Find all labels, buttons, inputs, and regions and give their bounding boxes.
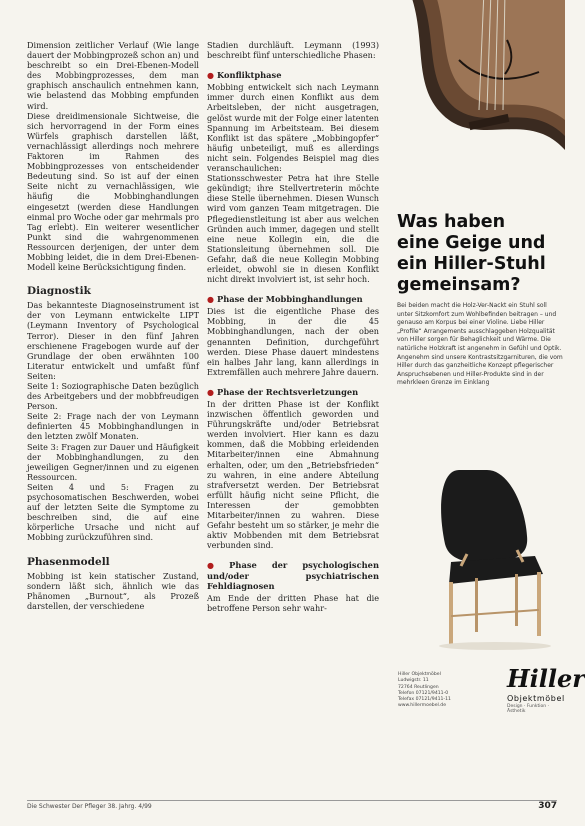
address-line: Telefon 07121/9411-0	[398, 690, 449, 696]
chair-image	[431, 466, 561, 651]
violin-image	[389, 0, 565, 200]
hiller-logo	[507, 664, 585, 714]
ad-address	[398, 672, 478, 710]
footer-source: Die Schwester Der Pfleger 38. Jahrg. 4/99	[27, 803, 152, 810]
chair-illustration	[431, 466, 561, 651]
brand-name: Hiller	[507, 664, 585, 693]
page-footer	[27, 803, 557, 810]
paragraph: Seiten 4 und 5: Fragen zu psychosomatischen Beschwerden, wobei auf der letzten Seite die Symptome zu beschreiben sind, die auf eine körperliche Ursache und nicht auf Mobbing zurückzuführen sind.	[27, 481, 199, 543]
text-column-middle	[207, 40, 379, 613]
text-column-left	[27, 40, 199, 611]
red-dot-bullet-icon: ●	[207, 294, 214, 305]
address-line: Hiller Objektmöbel	[398, 672, 441, 677]
heading-phasenmodell: Phasenmodell	[27, 555, 110, 568]
paragraph: Seite 2: Frage nach der von Leymann definierten 45 Mobbinghandlungen in den letzten zwölf Monaten.	[27, 411, 199, 442]
paragraph: Stationsschwester Petra hat ihre Stelle gekündigt; ihre Stellvertreterin möchte diese Stelle übernehmen. Diesen Wunsch wird vom ganzen Team mitgetragen. Die Pflegedienstleitung ist aber aus welchen Gründen auch immer, dagegen und stellt eine neue Kollegin ein, die die Stationsleitung übernehmen soll. Die Gefahr, daß die neue Kollegin Mobbing erleidet, obwohl sie in diesen Konflikt nicht direkt involviert ist, ist sehr hoch.	[207, 173, 379, 285]
ad-body-text: Bei beiden macht die Holz-Ver-Nackt ein Stuhl soll unter Sitzkomfort zum Wohlbefinden beitragen – und genauso am Korpus bei einer Violine. Liebe Hiller „Profile“ Arrangements ausschlaggeben Holzqualität von Hiller sorgen für Behaglichkeit und Wärme. Die natürliche Holzkraft ist angenehm in Gefühl und Optik. Angenehm sind unsere Kontrastsitzgarnituren, die vom Hiller durch das ganzheitliche Konzept pflegerischer Anspruchsebenen und Hiller-Produkte sind in der mehrkleen Grenze im Einklang	[397, 302, 563, 387]
paragraph: Stadien durchläuft. Leymann (1993) beschreibt fünf unterschiedliche Phasen:	[207, 40, 379, 61]
paragraph: Seite 1: Soziographische Daten bezüglich des Arbeitgebers und der mobbfreudigen Person.	[27, 381, 199, 412]
headline-line: Was haben	[397, 212, 506, 232]
paragraph: Dimension zeitlicher Verlauf (Wie lange dauert der Mobbingprozeß schon an) und beschreibt so ein Drei-Ebenen-Modell des Mobbingprozesses, dem man graphisch anschaulich entnehmen kann, wie belastend das Mobbing empfunden wird.	[27, 40, 199, 111]
brand-tagline: Design · Funktion · Ästhetik	[507, 704, 549, 714]
headline-line: eine Geige und	[397, 233, 546, 253]
brand-subtitle: Objektmöbel	[507, 694, 565, 703]
footer-rule	[27, 800, 557, 801]
paragraph: Dies ist die eigentliche Phase des Mobbing, in der die 45 Mobbinghandlungen, nach der oben genannten Definition, durchgeführt werden. Diese Phase dauert mindestens ein halbes Jahr lang, kann allerdings in Extremfällen auch mehrere Jahre dauern.	[207, 306, 379, 377]
heading-diagnostik: Diagnostik	[27, 285, 91, 298]
address-line: Telefax 07121/9411-11	[398, 697, 451, 703]
subheading-fehldiagnosen	[207, 560, 379, 590]
subheading-text: Phase der psychologischen und/oder psychiatrischen Fehldiagnosen	[207, 560, 379, 591]
red-dot-bullet-icon: ●	[207, 386, 214, 397]
red-dot-bullet-icon: ●	[207, 70, 214, 81]
paragraph: Seite 3: Fragen zur Dauer und Häufigkeit der Mobbinghandlungen, zu den jeweiligen Gegner/innen und zu eigenen Ressourcen.	[27, 441, 199, 482]
paragraph: Mobbing entwickelt sich nach Leymann immer durch einen Konflikt aus dem Arbeitsleben, der nicht ausgetragen, gelöst wurde mit der Folge einer latenten Spannung im Arbeitsteam. Bei diesem Konflikt ist das spätere „Mobbingopfer“ häufig unbeteiligt, muß es allerdings nicht sein. Folgendes Beispiel mag dies veranschaulichen:	[207, 82, 379, 174]
paragraph: Mobbing ist kein statischer Zustand, sondern läßt sich, ähnlich wie das Phänomen „Burnout“, als Prozeß darstellen, der verschiedene	[27, 570, 199, 611]
red-dot-bullet-icon: ●	[207, 560, 227, 571]
hiller-advertisement	[389, 0, 585, 780]
paragraph: Am Ende der dritten Phase hat die betroffene Person sehr wahr-	[207, 592, 379, 613]
paragraph: Das bekannteste Diagnoseinstrument ist der von Leymann entwickelte LIPT (Leymann Inventory of Psychological Terror). Dieser in den fünf Jahren erschienene Fragebogen wurde auf der Grundlage der oben erwähnten 100 Literatur entwickelt und umfaßt fünf Seiten:	[27, 300, 199, 381]
violin-illustration	[389, 0, 565, 200]
headline-line: gemeinsam?	[397, 275, 521, 295]
paragraph: In der dritten Phase ist der Konflikt inzwischen öffentlich geworden und Führungskräfte und/oder Betriebsrat werden involviert. Hier kann es dazu kommen, daß die Mobbing erleidenden Mitarbeiter/innen eine Abmahnung erhalten, oder, um den „Betriebsfrieden“ zu wahren, in eine andere Abteilung strafversetzt werden. Der Betriebsrat erfüllt häufig nicht seine Pflicht, die Interessen der gemobbten Mitarbeiter/innen zu wahren. Diese Gefahr besteht um so stärker, je mehr die aktiv Mobbenden mit dem Betriebsrat verbunden sind.	[207, 399, 379, 551]
paragraph: Diese dreidimensionale Sichtweise, die sich hervorragend in der Form eines Würfels graphisch darstellen läßt, vernachlässigt allerdings noch mehrere Faktoren im Rahmen des Mobbingprozesses von entscheidender Bedeutung sind. So ist auf der einen Seite nicht zu vernachlässigen, wie häufig die Mobbinghandlungen eingesetzt (werden diese Handlungen einmal pro Woche oder gar mehrmals pro Tag erlebt). Ein weiterer wesentlicher Punkt sind die wahrgenommenen Ressourcen derjenigen, der unter dem Mobbing leidet, die in dem Drei-Ebenen-Modell keine Berücksichtigung finden.	[27, 110, 199, 273]
subheading-text: Phase der Mobbinghandlungen	[216, 294, 363, 305]
subheading-mobbinghandlungen	[207, 294, 379, 304]
page-number: 307	[538, 801, 557, 811]
address-line: www.hillermoebel.de	[398, 703, 447, 709]
subheading-rechtsverletzungen	[207, 387, 379, 397]
ad-headline	[397, 212, 565, 296]
address-line: 72764 Reutlingen	[398, 684, 439, 690]
subheading-text: Konfliktphase	[216, 70, 282, 81]
headline-line: ein Hiller-Stuhl	[397, 254, 546, 274]
subheading-text: Phase der Rechtsverletzungen	[216, 386, 359, 397]
subheading-konfliktphase	[207, 70, 379, 80]
address-line: Ludwigstr. 11	[398, 678, 429, 684]
